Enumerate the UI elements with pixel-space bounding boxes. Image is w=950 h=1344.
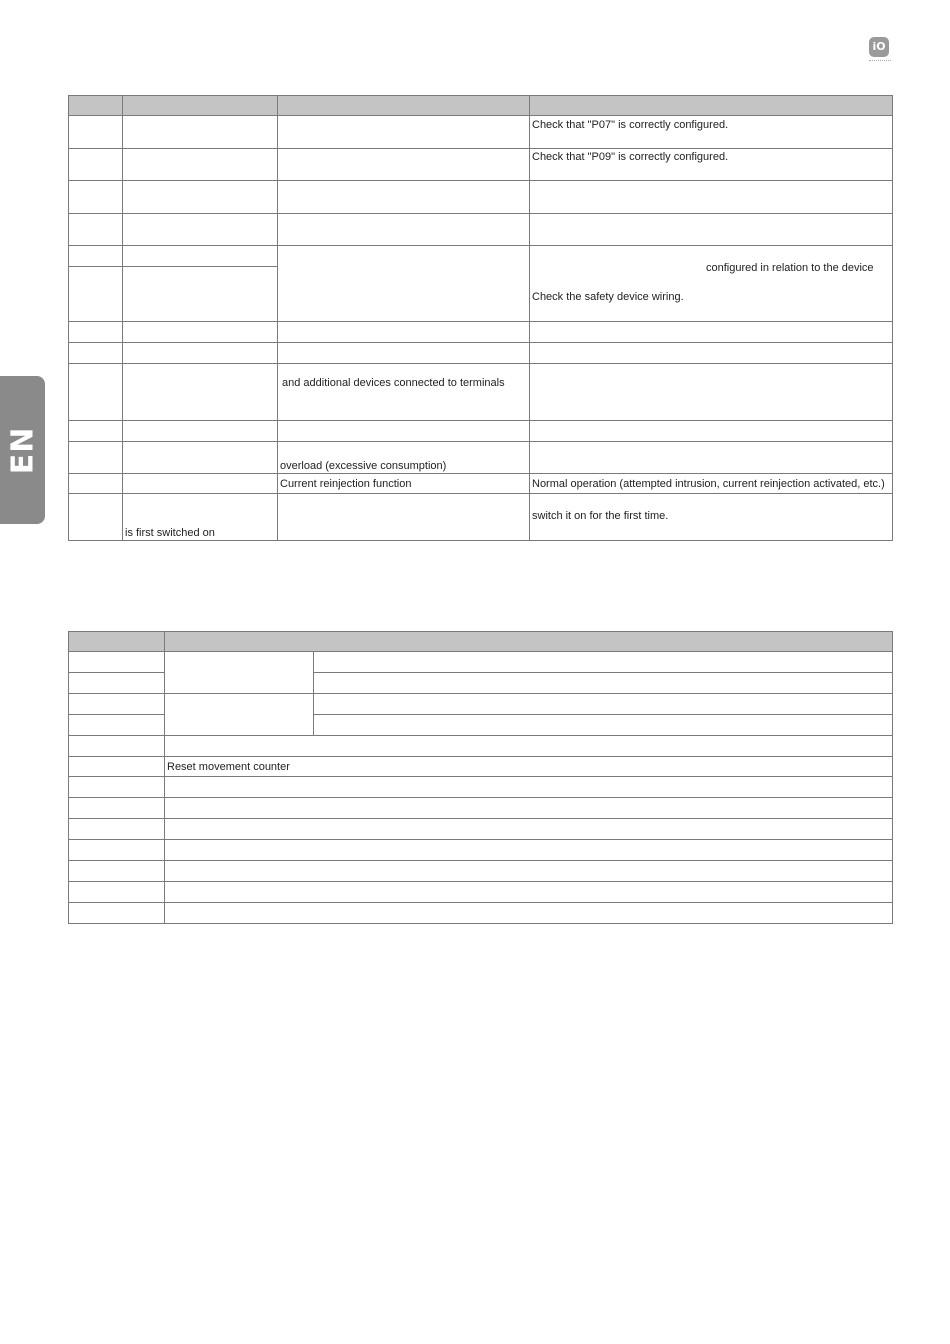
table-cell [69, 267, 123, 322]
table-cell [69, 777, 165, 798]
table-cell [69, 116, 123, 149]
table-row [69, 442, 893, 474]
table-cell [69, 494, 123, 541]
table-cell [165, 819, 893, 840]
table-cell [69, 694, 165, 715]
table-row [69, 214, 893, 246]
table-cell [69, 364, 123, 421]
table-cell [530, 322, 893, 343]
table-row [69, 777, 893, 798]
table-cell [165, 652, 314, 694]
table-cell [278, 214, 530, 246]
table-cell [530, 421, 893, 442]
table-cell [314, 715, 893, 736]
table-cell [123, 322, 278, 343]
table-cell: Current reinjection function [278, 474, 530, 494]
table-cell [69, 421, 123, 442]
table-row [69, 798, 893, 819]
table-cell [278, 494, 530, 541]
table-cell [69, 214, 123, 246]
table-cell [278, 343, 530, 364]
table-cell [530, 214, 893, 246]
table-cell [123, 442, 278, 474]
table-cell [314, 673, 893, 694]
table-row [69, 757, 893, 777]
table-cell [530, 343, 893, 364]
table-cell [69, 322, 123, 343]
table-cell: Check that "P09" is correctly configured. [530, 149, 893, 181]
table-row [69, 343, 893, 364]
table-cell [278, 149, 530, 181]
table-row [69, 882, 893, 903]
table-row [69, 322, 893, 343]
table-cell-line: Check the safety device wiring. [532, 291, 684, 303]
table-cell [69, 652, 165, 673]
table-cell [123, 181, 278, 214]
io-logo [869, 37, 891, 63]
table-row [69, 736, 893, 757]
fault-table [68, 95, 893, 541]
table-cell [165, 861, 893, 882]
table-cell: overload (excessive consumption) [278, 442, 530, 474]
table-cell [165, 777, 893, 798]
table-cell [278, 181, 530, 214]
table-row [69, 149, 893, 181]
table-cell [123, 364, 278, 421]
table-cell [69, 861, 165, 882]
table-cell [69, 798, 165, 819]
fault-table-header [69, 96, 893, 116]
table-cell: is first switched on [123, 494, 278, 541]
io-logo-badge: iO [869, 37, 889, 57]
table-cell [123, 246, 278, 267]
table-cell [165, 903, 893, 924]
table-cell [165, 798, 893, 819]
table-row [69, 652, 893, 673]
table-row [69, 494, 893, 541]
table-cell [69, 903, 165, 924]
table-cell [123, 267, 278, 322]
parameter-table-header [69, 632, 893, 652]
table-row [69, 903, 893, 924]
table-cell [530, 181, 893, 214]
table-cell-line: configured in relation to the device [706, 262, 874, 274]
language-tab-label: EN [5, 426, 41, 474]
table-cell [69, 442, 123, 474]
table-cell [278, 421, 530, 442]
table-row [69, 116, 893, 149]
table-cell [165, 882, 893, 903]
table-row [69, 694, 893, 715]
table-cell [69, 474, 123, 494]
table-cell [530, 442, 893, 474]
table-cell [278, 116, 530, 149]
table-cell [530, 364, 893, 421]
table-cell [123, 474, 278, 494]
table-cell [123, 116, 278, 149]
table-cell: Check that "P07" is correctly configured. [530, 116, 893, 149]
table-cell [123, 214, 278, 246]
table-cell: Normal operation (attempted intrusion, current reinjection activated, etc.) [530, 474, 893, 494]
table-row [69, 861, 893, 882]
table-cell [69, 736, 165, 757]
table-cell [123, 421, 278, 442]
table-cell [165, 694, 314, 736]
table-cell [69, 246, 123, 267]
table-cell [314, 652, 893, 673]
table-row [69, 474, 893, 494]
table-cell [69, 181, 123, 214]
table-row [69, 819, 893, 840]
table-cell [69, 882, 165, 903]
safety-fault-cell [530, 246, 893, 322]
table-cell [69, 149, 123, 181]
reset-movement-counter-label: Reset movement counter [165, 757, 893, 777]
table-cell [123, 343, 278, 364]
table-cell [69, 343, 123, 364]
table-cell [165, 840, 893, 861]
table-cell [69, 715, 165, 736]
table-cell: and additional devices connected to terminals [278, 364, 530, 421]
table-row [69, 840, 893, 861]
table-cell [278, 322, 530, 343]
table-cell [69, 819, 165, 840]
table-cell [69, 757, 165, 777]
table-row [69, 364, 893, 421]
table-row [69, 421, 893, 442]
table-cell [69, 840, 165, 861]
table-cell [314, 694, 893, 715]
table-row [69, 246, 893, 267]
table-cell [278, 246, 530, 322]
table-cell [123, 149, 278, 181]
table-row [69, 181, 893, 214]
table-cell [69, 673, 165, 694]
parameter-table [68, 631, 893, 924]
table-cell [165, 736, 893, 757]
language-tab [0, 376, 45, 524]
table-cell: switch it on for the first time. [530, 494, 893, 541]
